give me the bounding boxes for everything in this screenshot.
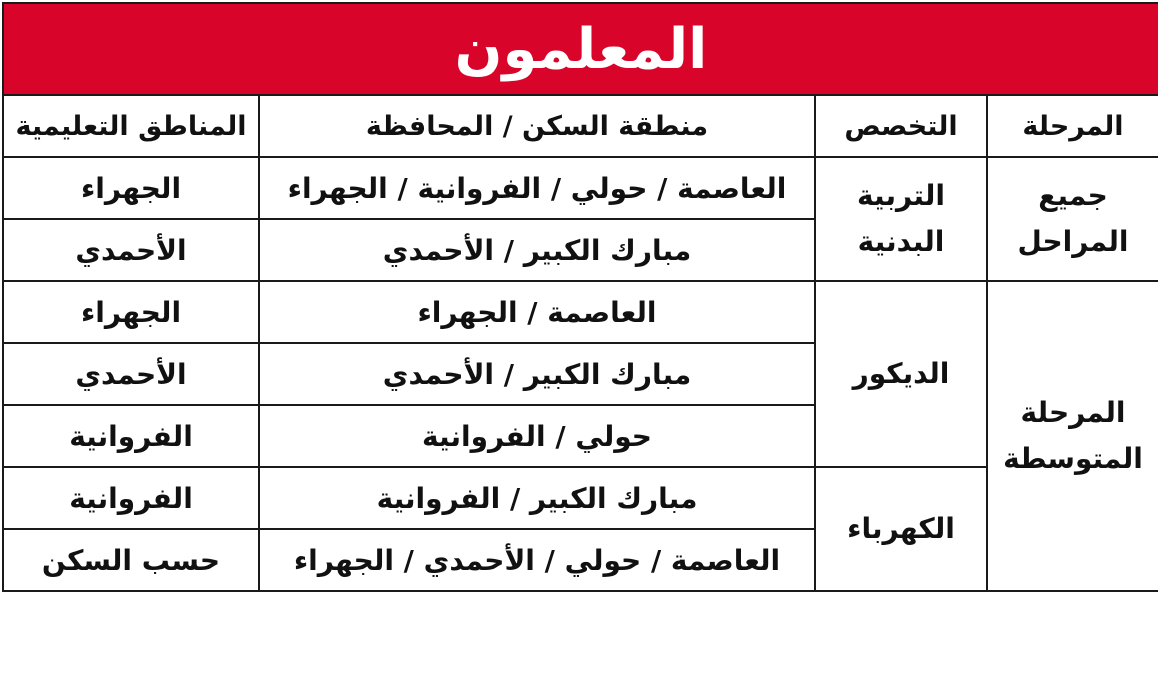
teachers-table xyxy=(2,2,1158,592)
stage-all-line1: جميع xyxy=(1038,179,1108,212)
stage-all-cell xyxy=(987,157,1158,281)
header-row xyxy=(3,95,1158,157)
residence-cell: مبارك الكبير / الأحمدي xyxy=(259,219,815,281)
zone-cell: الجهراء xyxy=(3,281,259,343)
table-title: المعلمون xyxy=(3,3,1158,95)
residence-cell: حولي / الفروانية xyxy=(259,405,815,467)
zone-cell: الجهراء xyxy=(3,157,259,219)
table-row xyxy=(3,157,1158,219)
title-row xyxy=(3,3,1158,95)
zone-cell: الفروانية xyxy=(3,405,259,467)
stage-middle-line2: المتوسطة xyxy=(1003,442,1143,475)
residence-cell: العاصمة / حولي / الأحمدي / الجهراء xyxy=(259,529,815,591)
header-residence: منطقة السكن / المحافظة xyxy=(259,95,815,157)
residence-cell: مبارك الكبير / الفروانية xyxy=(259,467,815,529)
header-stage: المرحلة xyxy=(987,95,1158,157)
spec-decor-cell: الديكور xyxy=(815,281,987,467)
residence-cell: العاصمة / الجهراء xyxy=(259,281,815,343)
spec-pe-line1: التربية xyxy=(857,179,945,212)
stage-middle-cell xyxy=(987,281,1158,591)
header-zones: المناطق التعليمية xyxy=(3,95,259,157)
residence-cell: مبارك الكبير / الأحمدي xyxy=(259,343,815,405)
zone-cell: حسب السكن xyxy=(3,529,259,591)
table-row xyxy=(3,281,1158,343)
table-row xyxy=(3,467,1158,529)
spec-pe-line2: البدنية xyxy=(857,225,945,258)
header-specialization: التخصص xyxy=(815,95,987,157)
stage-middle-line1: المرحلة xyxy=(1020,396,1126,429)
zone-cell: الأحمدي xyxy=(3,219,259,281)
residence-cell: العاصمة / حولي / الفروانية / الجهراء xyxy=(259,157,815,219)
zone-cell: الفروانية xyxy=(3,467,259,529)
spec-pe-cell xyxy=(815,157,987,281)
teachers-table-wrapper xyxy=(2,2,1158,592)
zone-cell: الأحمدي xyxy=(3,343,259,405)
stage-all-line2: المراحل xyxy=(1017,225,1129,258)
spec-electric-cell: الكهرباء xyxy=(815,467,987,591)
